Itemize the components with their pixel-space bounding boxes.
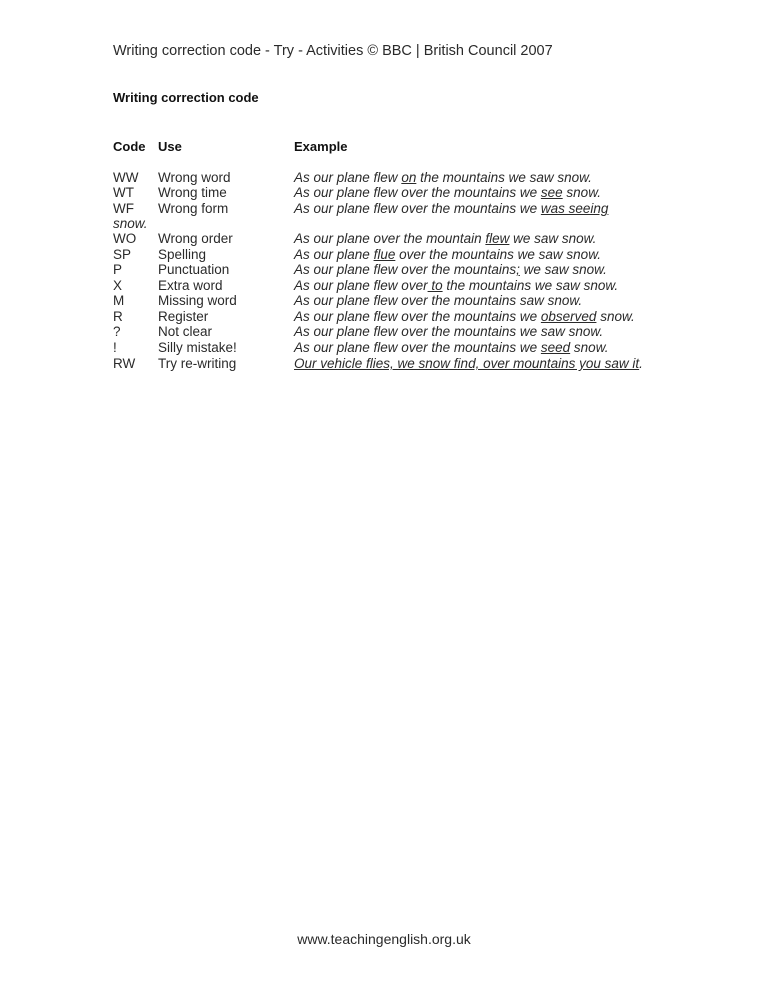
example-text: snow.	[562, 185, 601, 200]
example-text: we saw snow.	[519, 262, 607, 277]
row-example	[294, 247, 601, 262]
table-row	[0, 262, 768, 277]
row-use: Extra word	[158, 278, 223, 293]
row-example	[294, 278, 618, 293]
example-marked-error: observed	[540, 309, 597, 324]
example-text: As our plane flew over the mountains we	[294, 340, 541, 355]
example-marked-error: see	[540, 185, 563, 200]
row-use: Not clear	[158, 324, 213, 339]
row-code: ?	[113, 324, 121, 339]
row-code: WT	[113, 185, 134, 200]
example-text: we saw snow.	[509, 231, 597, 246]
page-header: Writing correction code - Try - Activities © BBC | British Council 2007	[113, 43, 553, 59]
table-row	[0, 185, 768, 200]
row-example	[294, 262, 607, 277]
table-row	[0, 293, 768, 308]
row-use: Wrong word	[158, 170, 231, 185]
row-use: Register	[158, 309, 209, 324]
row-example	[294, 309, 635, 324]
row-example	[294, 201, 608, 216]
row-use: Silly mistake!	[158, 340, 237, 355]
row-code: RW	[113, 356, 136, 371]
example-text: over the mountains we saw snow.	[395, 247, 601, 262]
document-title: Writing correction code	[113, 90, 259, 105]
table-row	[0, 278, 768, 293]
table-row	[0, 201, 768, 216]
example-text: As our plane	[294, 247, 374, 262]
example-marked-error: on	[401, 170, 417, 185]
column-header-code: Code	[113, 139, 146, 154]
row-use: Missing word	[158, 293, 237, 308]
table-row	[0, 309, 768, 324]
table-row	[0, 356, 768, 371]
table-row	[0, 247, 768, 262]
row-use: Try re-writing	[158, 356, 237, 371]
row-example	[294, 356, 643, 371]
table-row	[0, 324, 768, 339]
row-example	[294, 293, 582, 308]
example-marked-error: flue	[373, 247, 396, 262]
table-row	[0, 340, 768, 355]
example-text: As our plane flew over the mountains we	[294, 185, 541, 200]
example-text: As our plane flew over the mountains we saw snow.	[294, 324, 604, 339]
column-header-example: Example	[294, 139, 348, 154]
example-text: As our plane flew	[294, 170, 402, 185]
row-use: Wrong form	[158, 201, 229, 216]
example-text: As our plane flew over	[294, 278, 428, 293]
example-marked-error: ;	[516, 262, 520, 277]
row-example	[294, 324, 603, 339]
example-text: As our plane flew over the mountains	[294, 262, 517, 277]
row-code: M	[113, 293, 125, 308]
example-text: the mountains we saw snow.	[416, 170, 592, 185]
row-code: P	[113, 262, 123, 277]
example-text: snow.	[570, 340, 609, 355]
row-code: SP	[113, 247, 132, 262]
example-marked-error: seed	[540, 340, 571, 355]
page-footer: www.teachingenglish.org.uk	[297, 931, 471, 947]
example-text: snow.	[596, 309, 635, 324]
example-text: saw snow.	[519, 293, 583, 308]
row-example	[294, 185, 601, 200]
example-continuation: snow.	[113, 216, 148, 231]
example-text: As our plane flew over the mountains we	[294, 309, 541, 324]
row-use: Wrong time	[158, 185, 227, 200]
table-row	[0, 170, 768, 185]
example-text: As our plane flew over the mountains we	[294, 201, 541, 216]
example-text: As our plane flew over the mountains	[294, 293, 520, 308]
row-code: WO	[113, 231, 137, 246]
example-marked-error: Our vehicle flies, we snow find, over mountains you saw it	[294, 356, 640, 371]
example-text: As our plane over the mountain	[294, 231, 486, 246]
row-example	[294, 231, 596, 246]
row-code: WF	[113, 201, 134, 216]
row-use: Spelling	[158, 247, 207, 262]
table-row	[0, 231, 768, 246]
example-marked-error: to	[427, 278, 443, 293]
example-marked-error: flew	[485, 231, 510, 246]
row-example	[294, 340, 608, 355]
example-text: the mountains we saw snow.	[442, 278, 619, 293]
row-code: R	[113, 309, 123, 324]
row-code: WW	[113, 170, 139, 185]
column-header-use: Use	[158, 139, 182, 154]
row-code: !	[113, 340, 117, 355]
row-example	[294, 170, 592, 185]
row-use: Punctuation	[158, 262, 230, 277]
example-marked-error: was seeing	[540, 201, 609, 216]
row-use: Wrong order	[158, 231, 233, 246]
example-text: .	[639, 356, 643, 371]
row-code: X	[113, 278, 123, 293]
